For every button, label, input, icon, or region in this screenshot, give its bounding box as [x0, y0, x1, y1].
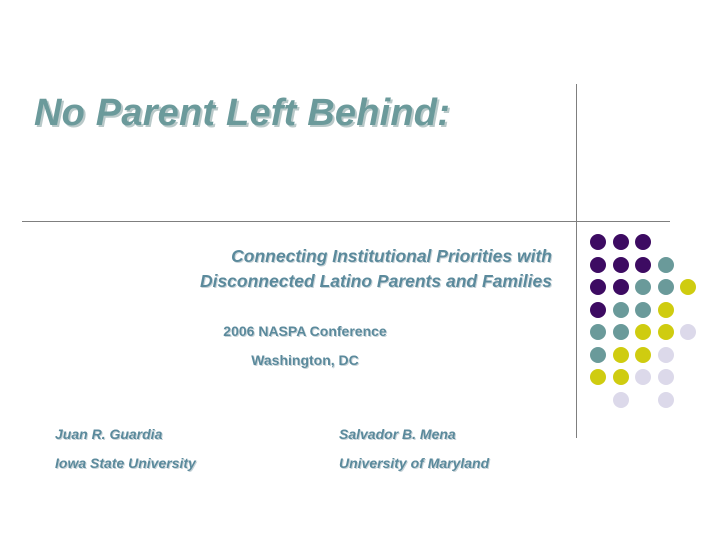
purple-dot	[635, 257, 651, 273]
lavender-dot	[658, 347, 674, 363]
teal-dot	[613, 302, 629, 318]
author-1-name: Juan R. Guardia	[55, 426, 163, 442]
yellow-dot	[635, 324, 651, 340]
teal-dot	[590, 324, 606, 340]
lavender-dot	[658, 369, 674, 385]
lavender-dot	[680, 324, 696, 340]
author-2-affiliation: University of Maryland	[339, 455, 490, 471]
subtitle-line-1: Connecting Institutional Priorities with	[231, 246, 552, 266]
author-2-name: Salvador B. Mena	[339, 426, 456, 442]
yellow-dot	[658, 324, 674, 340]
teal-dot	[613, 324, 629, 340]
purple-dot	[635, 234, 651, 250]
vertical-divider	[576, 84, 577, 438]
subtitle-line-2: Disconnected Latino Parents and Families	[199, 271, 552, 291]
teal-dot	[635, 302, 651, 318]
conference-location: Washington, DC	[251, 352, 359, 368]
purple-dot	[613, 257, 629, 273]
purple-dot	[590, 279, 606, 295]
purple-dot	[590, 234, 606, 250]
author-1-affiliation: Iowa State University	[55, 455, 196, 471]
yellow-dot	[613, 347, 629, 363]
yellow-dot	[590, 369, 606, 385]
conference-name: 2006 NASPA Conference	[223, 323, 387, 339]
purple-dot	[613, 279, 629, 295]
yellow-dot	[658, 302, 674, 318]
lavender-dot	[658, 392, 674, 408]
purple-dot	[613, 234, 629, 250]
lavender-dot	[635, 369, 651, 385]
slide-title: No Parent Left Behind:	[34, 92, 451, 134]
teal-dot	[590, 347, 606, 363]
slide-subtitle	[200, 244, 552, 294]
decorative-dot-grid	[580, 228, 710, 418]
horizontal-divider	[22, 221, 670, 222]
purple-dot	[590, 257, 606, 273]
yellow-dot	[680, 279, 696, 295]
teal-dot	[635, 279, 651, 295]
yellow-dot	[635, 347, 651, 363]
lavender-dot	[613, 392, 629, 408]
teal-dot	[658, 257, 674, 273]
teal-dot	[658, 279, 674, 295]
purple-dot	[590, 302, 606, 318]
yellow-dot	[613, 369, 629, 385]
